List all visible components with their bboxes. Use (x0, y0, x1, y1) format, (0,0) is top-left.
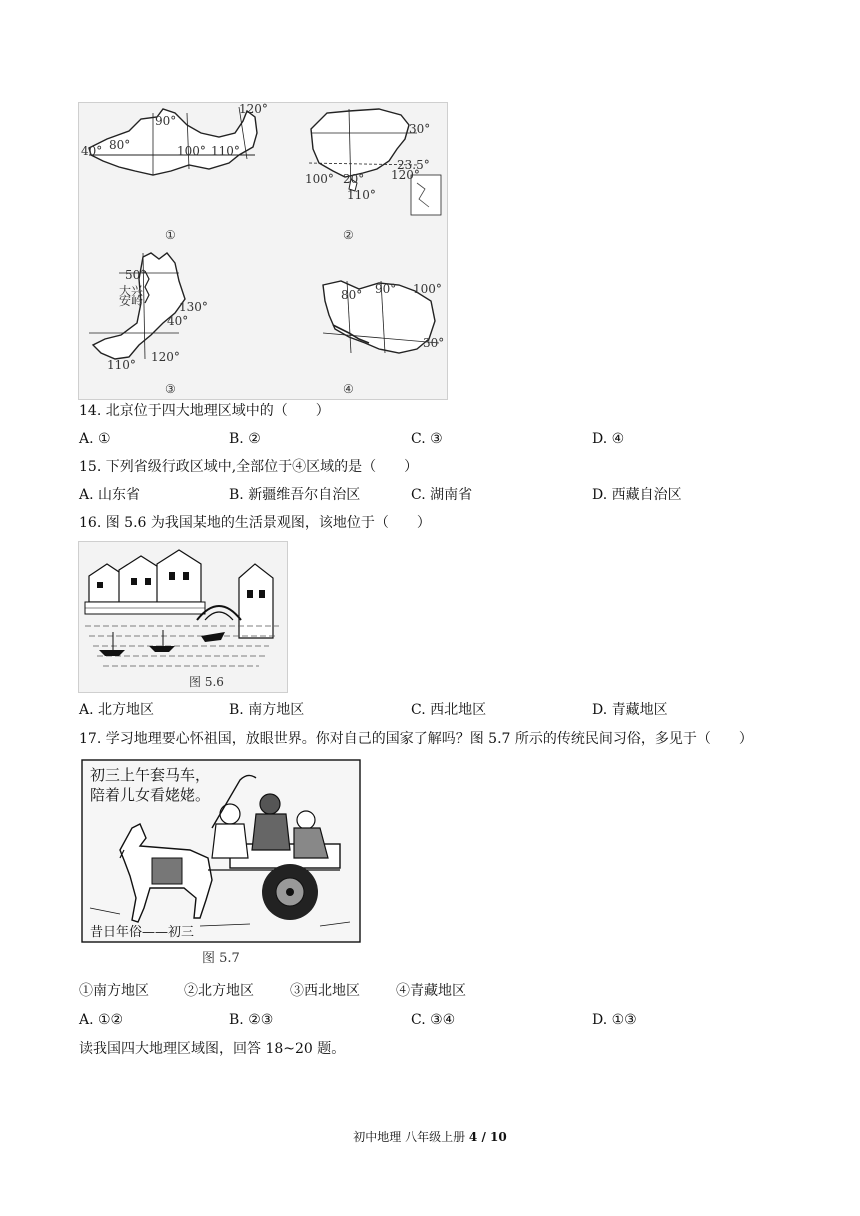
map3-label-1: 50° (125, 268, 147, 282)
map2-label-6: 110° (347, 188, 376, 202)
figure-5-7-poem-line-1: 初三上午套马车， (90, 766, 211, 784)
figure-5-7 (80, 758, 362, 968)
map2-label-3: 20° (343, 172, 365, 186)
map2-number: ② (343, 228, 354, 242)
map3-label-4: 130° (179, 300, 208, 314)
map3-label-2: 大兴 (119, 284, 144, 298)
figure-5-6 (78, 541, 288, 693)
q17-option-c[interactable]: C. ③④ (411, 1012, 456, 1028)
q17-option-a[interactable]: A. ①② (79, 1012, 124, 1028)
q17-choice-2: ②北方地区 (184, 983, 254, 999)
map-4 (323, 281, 444, 396)
q16-option-b[interactable]: B. 南方地区 (229, 702, 305, 718)
q15-option-d[interactable]: D. 西藏自治区 (592, 487, 682, 503)
map3-label-5: 40° (167, 314, 189, 328)
map1-label-4: 80° (109, 138, 131, 152)
q15-stem: 15. 下列省级行政区域中,全部位于④区域的是（ ） (79, 459, 419, 475)
map3-label-7: 110° (107, 358, 136, 372)
map-1 (81, 103, 268, 242)
map3-label-3: 安岭 (119, 294, 144, 308)
q15-option-b[interactable]: B. 新疆维吾尔自治区 (229, 487, 361, 503)
map3-number: ③ (165, 382, 176, 396)
map-2 (305, 109, 441, 242)
map1-label-2: 90° (155, 114, 177, 128)
q14-option-d[interactable]: D. ④ (592, 431, 625, 447)
region-maps-figure (78, 102, 448, 400)
q17-option-b[interactable]: B. ②③ (229, 1012, 274, 1028)
q14-stem: 14. 北京位于四大地理区域中的（ ） (79, 403, 330, 419)
map-3 (89, 253, 208, 396)
map1-label-6: 110° (211, 144, 240, 158)
figure-5-7-caption: 图 5.7 (202, 951, 240, 966)
q17-choice-1: ①南方地区 (79, 983, 149, 999)
q17-stem: 17. 学习地理要心怀祖国，放眼世界。你对自己的国家了解吗？图 5.7 所示的传统民间习俗，多见于（ ） (79, 731, 753, 747)
q14-option-b[interactable]: B. ② (229, 431, 261, 447)
footer-text: 初中地理 八年级上册 (353, 1130, 466, 1144)
map1-label-1: 120° (239, 103, 268, 116)
map2-label-1: 30° (409, 122, 431, 136)
map1-number: ① (165, 228, 176, 242)
figure-5-6-caption: 图 5.6 (189, 675, 224, 689)
figure-5-7-inner-caption: 昔日年俗——初三 (90, 925, 195, 940)
q15-option-c[interactable]: C. 湖南省 (411, 487, 473, 503)
water-town-illustration (85, 550, 279, 666)
map1-label-5: 100° (177, 144, 206, 158)
q14-option-a[interactable]: A. ① (79, 431, 111, 447)
q17-choice-3: ③西北地区 (290, 983, 360, 999)
q16-option-c[interactable]: C. 西北地区 (411, 702, 487, 718)
map4-label-1: 80° (341, 288, 363, 302)
figure-5-7-poem-line-2: 陪着儿女看姥姥。 (90, 786, 211, 804)
map4-label-3: 100° (413, 282, 442, 296)
map4-number: ④ (343, 382, 354, 396)
q15-option-a[interactable]: A. 山东省 (79, 487, 141, 503)
map4-label-4: 30° (423, 336, 445, 350)
map3-label-6: 120° (151, 350, 180, 364)
q14-option-c[interactable]: C. ③ (411, 431, 443, 447)
q17-choice-4: ④青藏地区 (396, 983, 466, 999)
map2-label-4: 120° (391, 168, 420, 182)
footer-page-number: 4 / 10 (468, 1130, 507, 1144)
instruction-text: 读我国四大地理区域图，回答 18~20 题。 (79, 1041, 346, 1057)
q16-option-d[interactable]: D. 青藏地区 (592, 702, 668, 718)
map2-label-5: 23.5° (397, 158, 430, 172)
page-footer (0, 1128, 860, 1145)
map4-label-2: 90° (375, 282, 397, 296)
q16-option-a[interactable]: A. 北方地区 (79, 702, 155, 718)
map2-label-2: 100° (305, 172, 334, 186)
map1-label-3: 40° (81, 144, 103, 158)
q17-option-d[interactable]: D. ①③ (592, 1012, 637, 1028)
q16-stem: 16. 图 5.6 为我国某地的生活景观图，该地位于（ ） (79, 515, 431, 531)
